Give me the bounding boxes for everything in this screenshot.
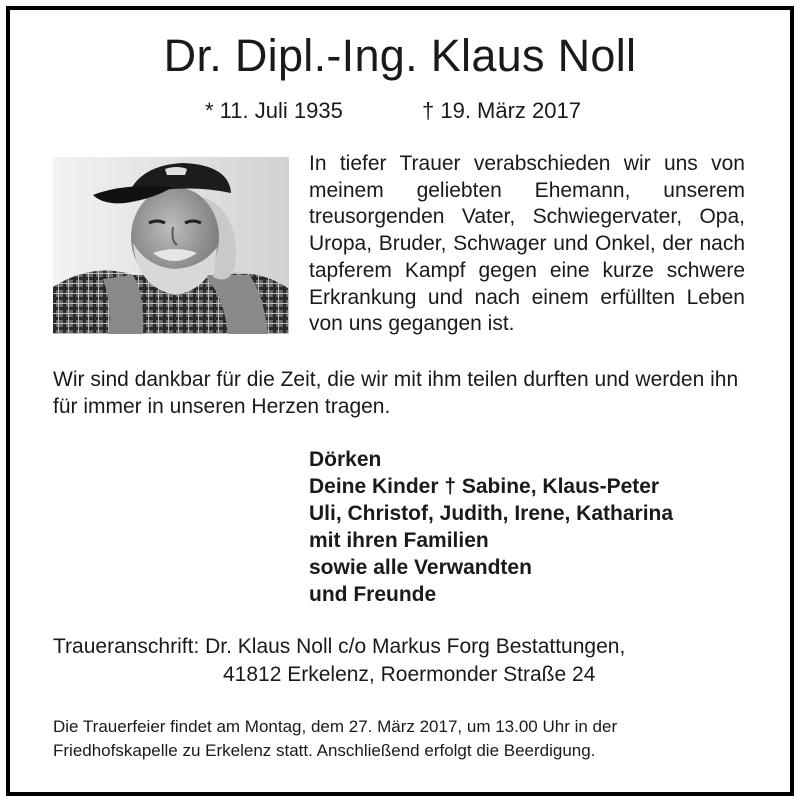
family-line: Uli, Christof, Judith, Irene, Katharina — [309, 502, 674, 525]
portrait-photo — [53, 157, 289, 334]
address-line-1: Traueranschrift: Dr. Klaus Noll c/o Markus Forg Bestattungen, — [53, 635, 626, 658]
deceased-name: Dr. Dipl.-Ing. Klaus Noll — [163, 30, 637, 81]
family-line: und Freunde — [309, 583, 437, 606]
funeral-info — [53, 715, 753, 763]
family-line: Deine Kinder † Sabine, Klaus-Peter — [309, 475, 660, 498]
family-line: mit ihren Familien — [309, 529, 489, 552]
family-signature — [309, 446, 673, 608]
family-line: Dörken — [309, 448, 382, 471]
birth-date: * 11. Juli 1935 — [205, 98, 343, 123]
portrait-illustration — [53, 157, 289, 334]
funeral-line-2: Friedhofskapelle zu Erkelenz statt. Anschließend erfolgt die Beerdigung. — [53, 741, 596, 760]
intro-text: In tiefer Trauer verabschieden wir uns von meinem geliebten Ehemann, unserem treusorgenden Vater, Schwiegervater, Opa, Uropa, Bruder, Schwager und Onkel, der nach tapferem Kampf gegen eine kurze schwere Erkrankung und nach einem erfüllten Leben von uns gegangen ist. — [309, 152, 745, 336]
funeral-line-1: Die Trauerfeier findet am Montag, dem 27. März 2017, um 13.00 Uhr in der — [53, 717, 618, 736]
family-line: sowie alle Verwandten — [309, 556, 532, 579]
death-date: † 19. März 2017 — [422, 98, 581, 123]
address-line-2: 41812 Erkelenz, Roermonder Straße 24 — [223, 663, 596, 686]
gratitude-text: Wir sind dankbar für die Zeit, die wir mit ihm teilen durften und werden ihn für immer in unseren Herzen tragen. — [53, 368, 739, 418]
mourning-address — [53, 633, 625, 689]
